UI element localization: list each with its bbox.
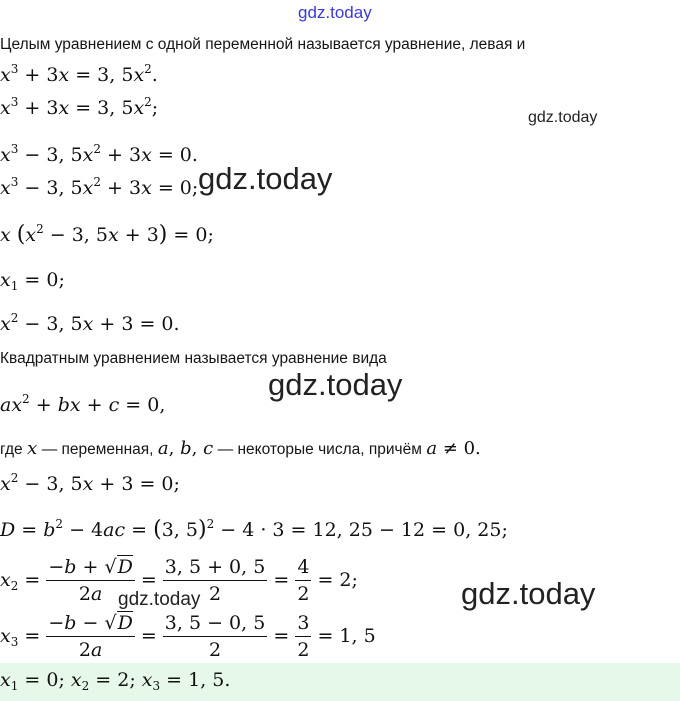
where-text-line: где x — переменная, a, b, c — некоторые числа, причём a ≠ 0.: [0, 438, 481, 459]
watermark-top: gdz.today: [298, 3, 372, 22]
equation-12: $x_3$ = $\frac{-b - √D}{2a}$ = $\frac{3, 5 - 0, 5}{2}$ = $\frac{3}{2}$ = 1, 5: [0, 612, 376, 661]
quadratic-definition-text: Квадратным уравнением называется уравнение вида: [0, 350, 387, 367]
watermark-inline: gdz.today: [118, 589, 201, 610]
answer-box: [0, 663, 680, 701]
equation-5: x ($x^2 - 3$, 5x + 3) = 0;: [0, 222, 214, 247]
equation-11: $x_2$ = $\frac{-b + √D}{2a}$ = $\frac{3, 5 + 0, 5}{2}$ = $\frac{4}{2}$ = 2;: [0, 556, 358, 605]
watermark-large-2: gdz.today: [268, 367, 403, 402]
watermark-small: gdz.today: [528, 109, 598, 126]
watermark-large-1: gdz.today: [198, 161, 333, 196]
equation-6: $x_1 = 0$;: [0, 269, 65, 293]
equation-3: $x^3 - 3$, $5x^2 + 3x = 0$.: [0, 142, 198, 166]
where-text-2: — переменная,: [41, 441, 154, 458]
equation-7: $x^2 - 3$, 5x + 3 = 0.: [0, 311, 180, 335]
equation-4: $x^3 - 3$, $5x^2 + 3x = 0$;: [0, 175, 199, 199]
watermark-large-3: gdz.today: [461, 576, 596, 611]
equation-10: $D = b^2 - 4ac = (3$, 5)$^2$ − 4 · 3 = 12, 25 − 12 = 0, 25;: [0, 517, 508, 542]
equation-1: $x^3 + 3x = 3$, $5x^2$.: [0, 62, 158, 86]
equation-8: $ax^2$ + bx + c = 0,: [0, 392, 166, 416]
answer-text: $x_1 = 0$; $x_2 = 2$; $x_3 = 1$, 5.: [0, 669, 231, 693]
equation-2: $x^3 + 3x = 3$, $5x^2$;: [0, 95, 159, 119]
equation-9: $x^2 - 3$, 5x + 3 = 0;: [0, 471, 180, 495]
intro-text: Целым уравнением с одной переменной называется уравнение, левая и: [0, 36, 526, 53]
where-text-1: где: [0, 441, 23, 458]
where-text-3: — некоторые числа, причём: [217, 441, 422, 458]
